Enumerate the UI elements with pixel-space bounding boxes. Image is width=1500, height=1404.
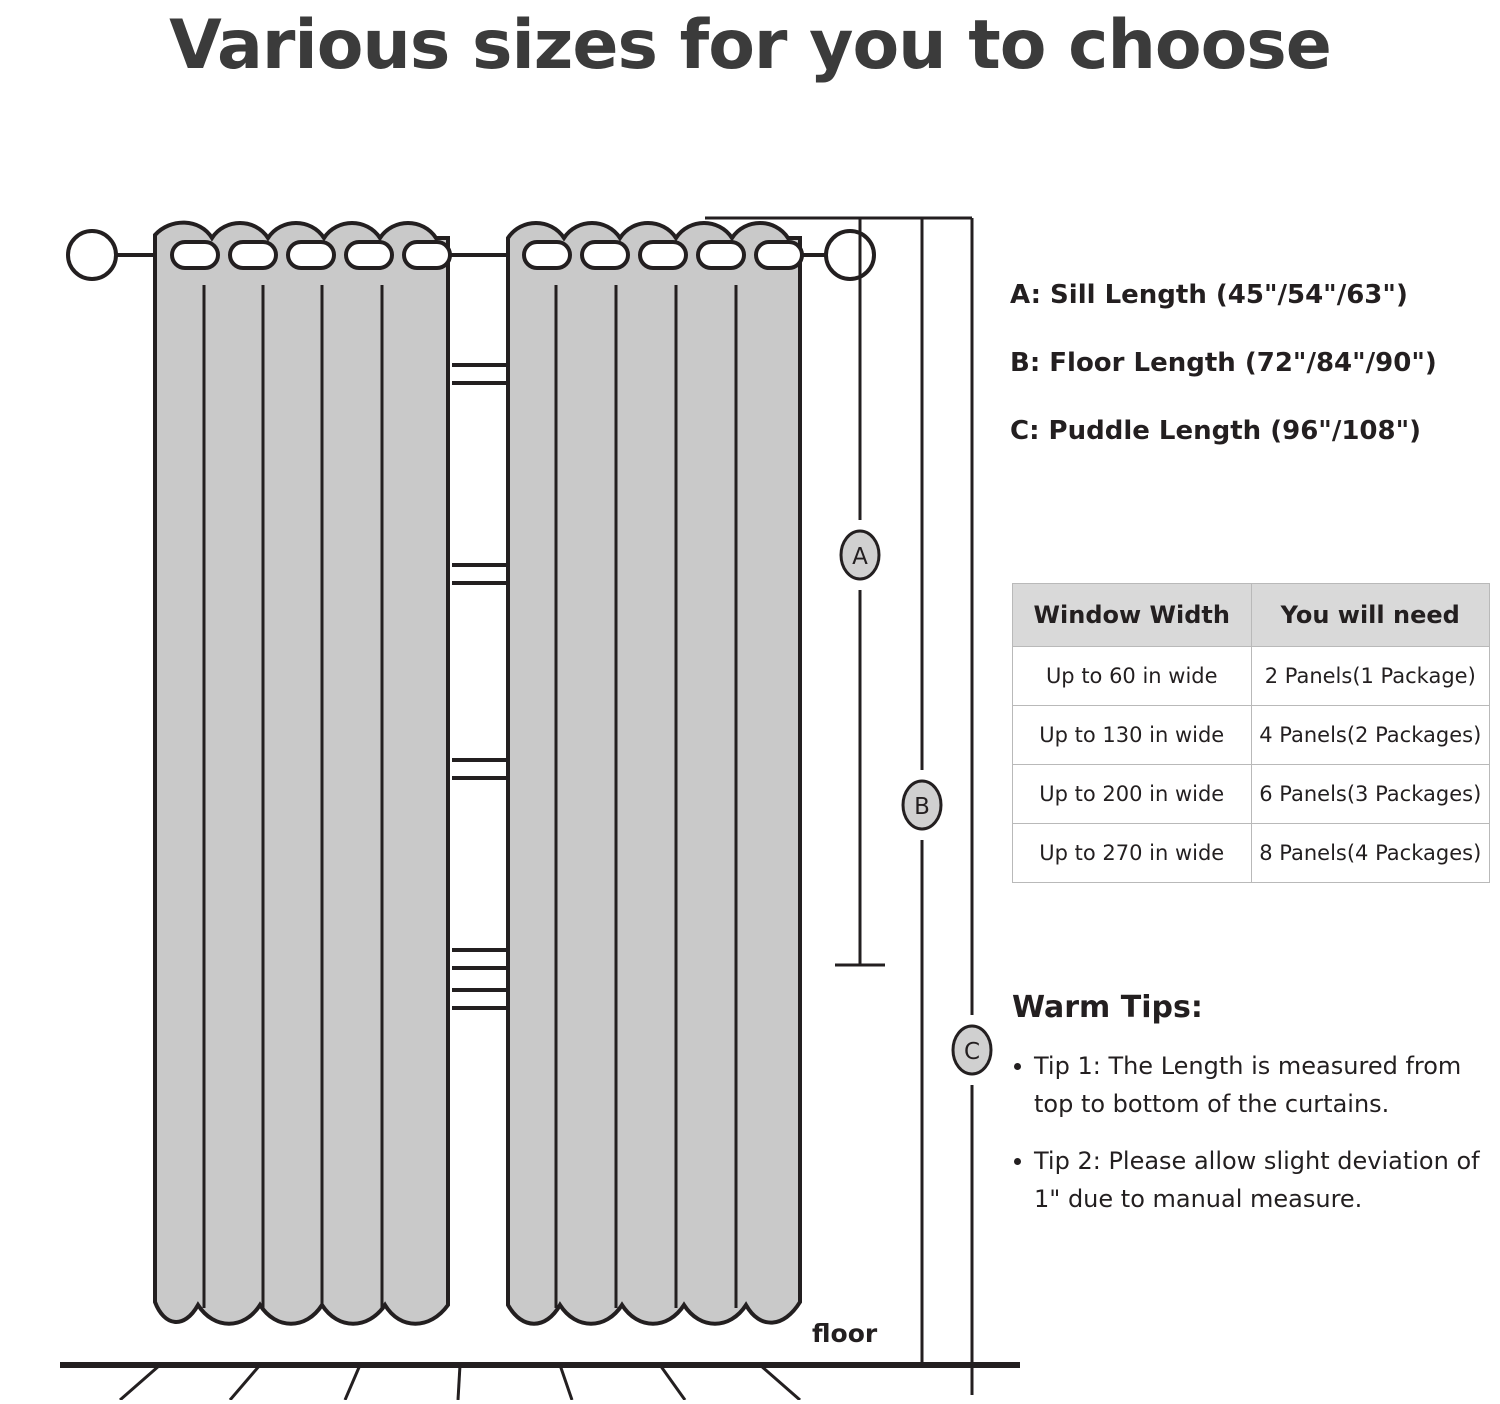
cell-window-width: Up to 200 in wide bbox=[1013, 765, 1252, 824]
marker-b-label: B bbox=[914, 794, 930, 820]
cell-panels-needed: 6 Panels(3 Packages) bbox=[1251, 765, 1490, 824]
floor-board bbox=[230, 1365, 260, 1400]
grommet bbox=[288, 242, 334, 268]
table-row bbox=[1013, 824, 1490, 883]
cell-window-width: Up to 130 in wide bbox=[1013, 706, 1252, 765]
floor-label: floor bbox=[812, 1319, 878, 1348]
floor-board bbox=[560, 1365, 572, 1400]
page-title: Various sizes for you to choose bbox=[169, 6, 1331, 85]
table-row bbox=[1013, 706, 1490, 765]
table-row bbox=[1013, 765, 1490, 824]
grommet bbox=[404, 242, 450, 268]
grommet bbox=[230, 242, 276, 268]
grommet bbox=[756, 242, 802, 268]
marker-a-label: A bbox=[852, 544, 868, 570]
grommet bbox=[172, 242, 218, 268]
cell-panels-needed: 2 Panels(1 Package) bbox=[1251, 647, 1490, 706]
legend-item-c: C: Puddle Length (96"/108") bbox=[1010, 416, 1422, 446]
floor-board bbox=[660, 1365, 685, 1400]
panel-quantity-table bbox=[1012, 583, 1490, 883]
grommet bbox=[524, 242, 570, 268]
cell-window-width: Up to 270 in wide bbox=[1013, 824, 1252, 883]
grommet bbox=[698, 242, 744, 268]
curtain-diagram bbox=[60, 190, 1060, 1400]
grommet bbox=[346, 242, 392, 268]
warm-tip-2: Tip 2: Please allow slight deviation of 1" due to manual measure. bbox=[1012, 1142, 1500, 1219]
legend-item-b: B: Floor Length (72"/84"/90") bbox=[1010, 348, 1437, 378]
warm-tips-title: Warm Tips: bbox=[1012, 990, 1203, 1025]
marker-c-label: C bbox=[963, 1039, 981, 1065]
warm-tip-1: Tip 1: The Length is measured from top to bottom of the curtains. bbox=[1012, 1047, 1500, 1124]
table-row bbox=[1013, 647, 1490, 706]
cell-window-width: Up to 60 in wide bbox=[1013, 647, 1252, 706]
cell-panels-needed: 4 Panels(2 Packages) bbox=[1251, 706, 1490, 765]
rod-finial-left bbox=[68, 231, 116, 279]
floor-board bbox=[345, 1365, 360, 1400]
floor-board bbox=[458, 1365, 460, 1400]
length-legend bbox=[1010, 280, 1490, 484]
column-header-window-width: Window Width bbox=[1013, 584, 1252, 647]
grommet bbox=[640, 242, 686, 268]
legend-item-a: A: Sill Length (45"/54"/63") bbox=[1010, 280, 1408, 310]
curtain-panel-right bbox=[508, 223, 800, 1324]
cell-panels-needed: 8 Panels(4 Packages) bbox=[1251, 824, 1490, 883]
curtain-panel-left bbox=[155, 223, 448, 1324]
table-header-row bbox=[1013, 584, 1490, 647]
warm-tips-section bbox=[1012, 990, 1500, 1237]
rod-finial-right bbox=[826, 231, 874, 279]
floor-board bbox=[120, 1365, 160, 1400]
floor-board bbox=[760, 1365, 800, 1400]
column-header-you-will-need: You will need bbox=[1251, 584, 1490, 647]
grommet bbox=[582, 242, 628, 268]
